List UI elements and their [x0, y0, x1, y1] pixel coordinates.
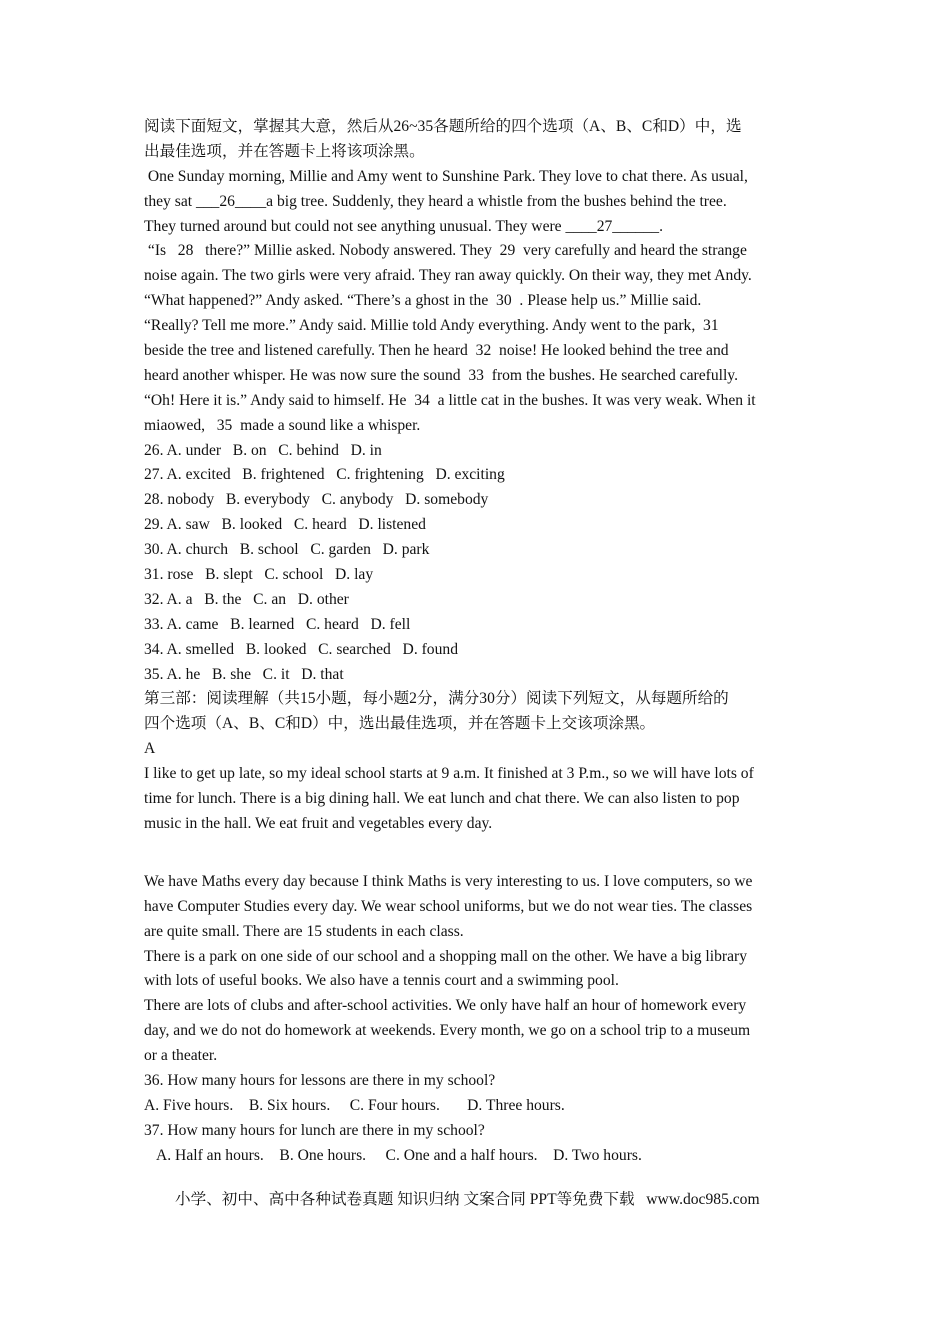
footer-text: 小学、初中、高中各种试卷真题 知识归纳 文案合同 PPT等免费下载 www.doc985.com — [175, 1191, 760, 1208]
passage-line: We have Maths every day because I think Maths is very interesting to us. I love computers, so we — [144, 872, 753, 890]
cloze-instructions — [144, 115, 824, 165]
passage-line: One Sunday morning, Millie and Amy went to Sunshine Park. They love to chat there. As usual, — [144, 167, 748, 185]
passage-line: “Really? Tell me more.” Andy said. Millie told Andy everything. Andy went to the park, 31 — [144, 317, 719, 335]
passage-line: “Oh! Here it is.” Andy said to himself. He 34 a little cat in the bushes. It was very weak. When it — [144, 391, 756, 409]
passage-line: They turned around but could not see anything unusual. They were ____27______. — [144, 217, 663, 235]
option-line: 35. A. he B. she C. it D. that — [144, 665, 344, 683]
option-line: 28. nobody B. everybody C. anybody D. somebody — [144, 491, 489, 509]
heading-line: 第三部：阅读理解（共15小题，每小题2分，满分30分）阅读下列短文，从每题所给的 — [144, 690, 729, 708]
passage-a-part2 — [144, 870, 824, 1069]
option-line: 30. A. church B. school C. garden D. park — [144, 541, 430, 559]
passage-line: I like to get up late, so my ideal school starts at 9 a.m. It finished at 3 P.m., so we will have lots of — [144, 765, 754, 783]
passage-line: heard another whisper. He was now sure the sound 33 from the bushes. He searched carefully. — [144, 366, 738, 384]
passage-line: noise again. The two girls were very afraid. They ran away quickly. On their way, they met Andy. — [144, 267, 752, 285]
passage-line: miaowed, 35 made a sound like a whisper. — [144, 416, 421, 434]
cloze-passage — [144, 165, 824, 439]
passage-line: are quite small. There are 15 students in each class. — [144, 922, 464, 940]
passage-line: There are lots of clubs and after-school activities. We only have half an hour of homework every — [144, 997, 747, 1015]
heading-line: 四个选项（A、B、C和D）中，选出最佳选项，并在答题卡上交该项涂黑。 — [144, 715, 656, 733]
passage-line: “Is 28 there?” Millie asked. Nobody answered. They 29 very carefully and heard the strange — [144, 242, 747, 260]
passage-line: “What happened?” Andy asked. “There’s a ghost in the 30 . Please help us.” Millie said. — [144, 292, 702, 310]
passage-a-part1 — [144, 762, 824, 837]
paragraph-gap — [144, 837, 824, 870]
section3-heading — [144, 687, 824, 737]
option-line: 34. A. smelled B. looked C. searched D. found — [144, 640, 458, 658]
passage-line: they sat ___26____a big tree. Suddenly, they heard a whistle from the bushes behind the tree. — [144, 192, 727, 210]
passage-line: music in the hall. We eat fruit and vegetables every day. — [144, 814, 493, 832]
questions — [144, 1069, 824, 1169]
passage-line: time for lunch. There is a big dining hall. We eat lunch and chat there. We can also listen to pop — [144, 790, 740, 808]
cloze-options — [144, 439, 824, 688]
question-options: A. Half an hours. B. One hours. C. One and a half hours. D. Two hours. — [156, 1146, 642, 1164]
passage-line: with lots of useful books. We also have a tennis court and a swimming pool. — [144, 972, 619, 990]
instruction-line: 出最佳选项，并在答题卡上将该项涂黑。 — [144, 142, 425, 160]
option-line: 27. A. excited B. frightened C. frightening D. exciting — [144, 466, 505, 484]
option-line: 29. A. saw B. looked C. heard D. listened — [144, 516, 426, 534]
document-page — [144, 115, 824, 1169]
passage-line: beside the tree and listened carefully. Then he heard 32 noise! He looked behind the tree and — [144, 342, 729, 360]
passage-line: day, and we do not do homework at weekends. Every month, we go on a school trip to a museum — [144, 1022, 751, 1040]
question-stem: 36. How many hours for lessons are there in my school? — [144, 1071, 496, 1089]
passage-line: or a theater. — [144, 1047, 218, 1065]
option-line: 26. A. under B. on C. behind D. in — [144, 441, 382, 459]
instruction-line: 阅读下面短文，掌握其大意，然后从26~35各题所给的四个选项（A、B、C和D）中，选 — [144, 118, 742, 135]
option-line: 31. rose B. slept C. school D. lay — [144, 566, 374, 584]
passage-line: There is a park on one side of our school and a shopping mall on the other. We have a big library — [144, 947, 747, 965]
question-options: A. Five hours. B. Six hours. C. Four hours. D. Three hours. — [144, 1096, 565, 1114]
option-line: 32. A. a B. the C. an D. other — [144, 590, 349, 608]
passage-a-label: A — [144, 740, 156, 758]
passage-line: have Computer Studies every day. We wear school uniforms, but we do not wear ties. The classes — [144, 897, 753, 915]
question-stem: 37. How many hours for lunch are there in my school? — [144, 1121, 485, 1139]
option-line: 33. A. came B. learned C. heard D. fell — [144, 615, 411, 633]
